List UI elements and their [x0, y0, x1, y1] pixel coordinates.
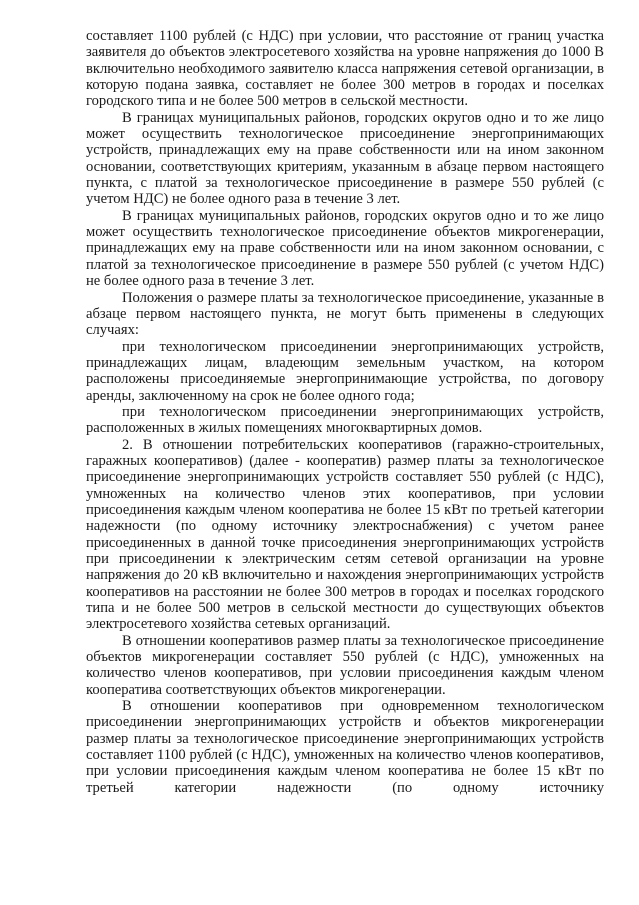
paragraph-cooperatives-combined: В отношении кооперативов при одновременном технологическом присоединении энергопринимающих устройств и объектов микрогенерации размер платы за технологическое присоединение энергопринимающих устройств составляет 1100 рублей (с НДС), умноженных на количество членов кооперативов, при условии присоединения каждым членом кооператива не более 15 кВт по третьей категории надежности (по одному источнику: [86, 698, 604, 796]
paragraph-exception-lease: при технологическом присоединении энергопринимающих устройств, принадлежащих лицам, владеющим земельным участком, на котором расположены присоединяемые энергопринимающие устройства, по договору аренды, заключенному на срок не более одного года;: [86, 338, 604, 404]
document-body: [86, 28, 604, 796]
paragraph-exceptions-intro: Положения о размере платы за технологическое присоединение, указанные в абзаце первом настоящего пункта, не могут быть применены в следующих случаях:: [86, 289, 604, 339]
paragraph-cooperatives-microgeneration: В отношении кооперативов размер платы за технологическое присоединение объектов микрогенерации составляет 550 рублей (с НДС), умноженных на количество членов кооперативов, при условии присоединения каждым членом кооператива соответствующих объектов микрогенерации.: [86, 632, 604, 698]
paragraph-fee-distance-condition: составляет 1100 рублей (с НДС) при условии, что расстояние от границ участка заявителя до объектов электросетевого хозяйства на уровне напряжения до 1000 В включительно необходимого заявителю класса напряжения сетевой организации, в которую подана заявка, составляет не более 300 метров в городах и поселках городского типа и не более 500 метров в сельской местности.: [86, 28, 604, 110]
paragraph-once-per-3-years-devices: В границах муниципальных районов, городских округов одно и то же лицо может осуществить технологическое присоединение энергопринимающих устройств, принадлежащих ему на праве собственности или на ином законном основании, соответствующих критериям, указанным в абзаце первом настоящего пункта, с платой за технологическое присоединение в размере 550 рублей (с учетом НДС) не более одного раза в течение 3 лет.: [86, 109, 604, 208]
paragraph-exception-apartments: при технологическом присоединении энергопринимающих устройств, расположенных в жилых помещениях многоквартирных домов.: [86, 403, 604, 437]
paragraph-once-per-3-years-microgeneration: В границах муниципальных районов, городских округов одно и то же лицо может осуществить технологическое присоединение объектов микрогенерации, принадлежащих ему на праве собственности или на ином законном основании, с платой за технологическое присоединение в размере 550 рублей (с учетом НДС) не более одного раза в течение 3 лет.: [86, 207, 604, 290]
paragraph-section-2-cooperatives: 2. В отношении потребительских кооперативов (гаражно-строительных, гаражных кооперативов) (далее - кооператив) размер платы за технологическое присоединение энергопринимающих устройств составляет 550 рублей (с НДС), умноженных на количество членов этих кооперативов, при условии присоединения каждым членом кооператива не более 15 кВт по третьей категории надежности (по одному источнику электроснабжения) с учетом ранее присоединенных в данной точке присоединения энергопринимающих устройств при присоединении к электрическим сетям сетевой организации на уровне напряжения до 20 кВ включительно и нахождения энергопринимающих устройств кооперативов на расстоянии не более 300 метров в городах и поселках городского типа и не более 500 метров в сельской местности до существующих объектов электросетевого хозяйства сетевых организаций.: [86, 436, 604, 633]
